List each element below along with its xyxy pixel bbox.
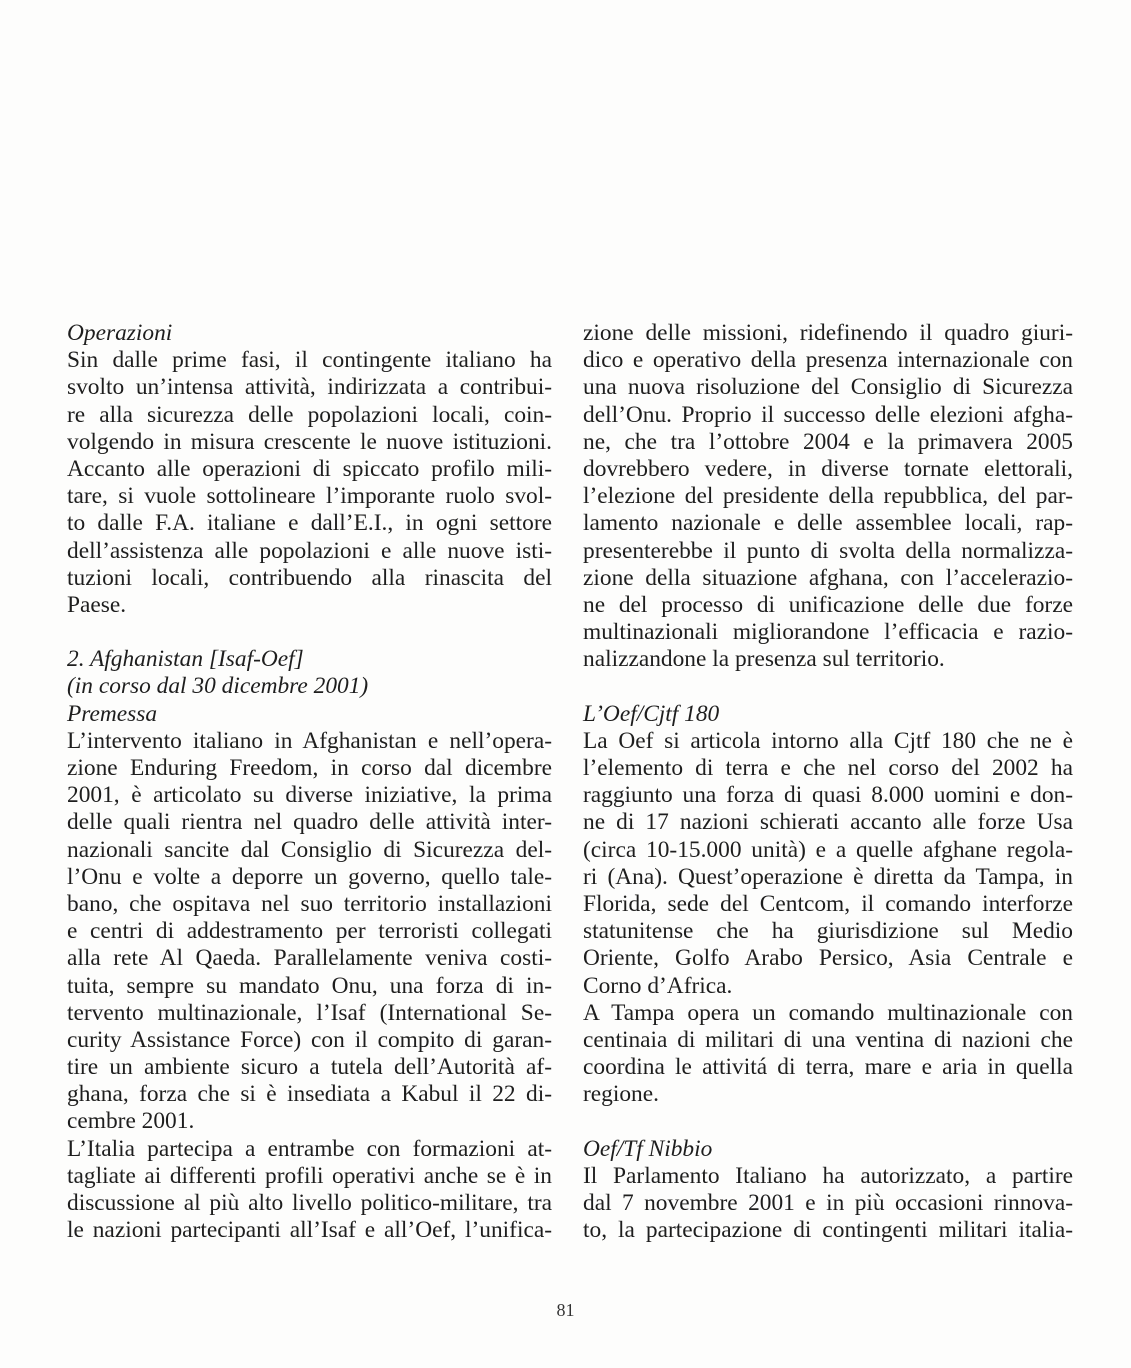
text-line: re alla sicurezza delle popolazioni locali, coin- [67,401,552,428]
text-line: Corno d’Africa. [583,972,733,999]
text-line: L’intervento italiano in Afghanistan e nell’opera- [67,727,552,754]
text-line: (circa 10-15.000 unità) e a quelle afghane regola- [583,836,1073,863]
text-line: presenterebbe il punto di svolta della normalizza- [583,537,1073,564]
text-line: Sin dalle prime fasi, il contingente italiano ha [67,347,552,374]
text-line: Accanto alle operazioni di spiccato profilo mili- [67,455,552,482]
text-line: svolto un’intensa attività, indirizzata a contribui- [67,374,552,401]
text-line: dal 7 novembre 2001 e in più occasioni rinnova- [583,1190,1073,1216]
section-heading-oef-cjtf: L’Oef/Cjtf 180 [583,700,720,727]
text-line: l’Onu e volte a deporre un governo, quello tale- [67,863,552,890]
text-line: dico e operativo della presenza internazionale con [583,347,1073,374]
text-line: le nazioni partecipanti all’Isaf e all’Oef, l’unifica- [67,1217,552,1244]
text-line: La Oef si articola intorno alla Cjtf 180 che ne è [583,727,1073,754]
text-line: tire un ambiente sicuro a tutela dell’Autorità af- [67,1054,552,1081]
paragraph-gap [583,673,1073,700]
text-line: ne di 17 nazioni schierati accanto alle forze Usa [583,809,1073,836]
right-column [583,320,1073,1244]
text-line: tuita, sempre su mandato Onu, una forza di in- [67,972,552,999]
text-line: coordina le attivitá di terra, mare e aria in quella [583,1054,1073,1081]
text-line: tare, si vuole sottolineare l’imporante ruolo svol- [67,483,552,510]
text-line: tervento multinazionale, l’Isaf (International Se- [67,999,552,1026]
text-line: dell’Onu. Proprio il successo delle elezioni afgha- [583,401,1073,428]
text-line: delle quali rientra nel quadro delle attività inter- [67,809,552,836]
text-line: bano, che ospitava nel suo territorio installazioni [67,890,552,917]
text-line: raggiunto una forza di quasi 8.000 uomini e don- [583,782,1073,809]
text-line: multinazionali migliorandone l’efficacia e razio- [583,619,1073,646]
text-line: lamento nazionale e delle assemblee locali, rap- [583,510,1073,537]
text-line: L’Italia partecipa a entrambe con formazioni at- [67,1135,552,1162]
text-line: curity Assistance Force) con il compito di garan- [67,1026,552,1053]
text-line: 2001, è articolato su diverse iniziative, la prima [67,782,552,809]
text-line: Paese. [67,591,127,618]
paragraph-gap [583,1108,1073,1135]
text-line: dell’assistenza alle popolazioni e alle nuove isti- [67,537,552,564]
subheading-premessa: Premessa [67,700,158,727]
section-heading-nibbio: Oef/Tf Nibbio [583,1135,713,1162]
text-line: dovrebbero vedere, in diverse tornate elettorali, [583,455,1073,482]
text-line: una nuova risoluzione del Consiglio di Sicurezza [583,374,1073,401]
text-line: statunitense che ha giurisdizione sul Medio [583,918,1073,945]
text-line: Oriente, Golfo Arabo Persico, Asia Centrale e [583,945,1073,972]
section-heading-dates: (in corso dal 30 dicembre 2001) [67,673,369,700]
text-line: ri (Ana). Quest’operazione è diretta da Tampa, in [583,863,1073,890]
text-line: ne del processo di unificazione delle due forze [583,591,1073,618]
text-line: regione. [583,1081,659,1108]
text-line: discussione al più alto livello politico-militare, tra [67,1190,552,1216]
text-line: l’elemento di terra e che nel corso del 2002 ha [583,755,1073,781]
text-line: Florida, sede del Centcom, il comando interforze [583,890,1073,917]
text-line: alla rete Al Qaeda. Parallelamente veniva costi- [67,945,552,972]
section-heading-afghanistan: 2. Afghanistan [Isaf-Oef] [67,646,304,673]
text-line: zione Enduring Freedom, in corso dal dicembre [67,755,552,781]
text-line: ghana, forza che si è insediata a Kabul il 22 di- [67,1081,552,1108]
text-line: nazionali sancite dal Consiglio di Sicurezza del- [67,836,552,863]
text-line: zione della situazione afghana, con l’accelerazio- [583,564,1073,591]
text-line: A Tampa opera un comando multinazionale con [583,999,1073,1026]
text-line: l’elezione del presidente della repubblica, del par- [583,483,1073,510]
text-line: to, la partecipazione di contingenti militari italia- [583,1217,1073,1244]
text-line: Il Parlamento Italiano ha autorizzato, a partire [583,1162,1073,1189]
text-line: volgendo in misura crescente le nuove istituzioni. [67,428,552,455]
text-line: ne, che tra l’ottobre 2004 e la primavera 2005 [583,428,1073,455]
text-line: e centri di addestramento per terroristi collegati [67,918,552,945]
left-column [67,320,552,1244]
text-line: zione delle missioni, ridefinendo il quadro giuri- [583,320,1073,346]
text-line: cembre 2001. [67,1108,195,1135]
page-number: 81 [556,1300,575,1320]
text-line: to dalle F.A. italiane e dall’E.I., in ogni settore [67,510,552,537]
text-line: tuzioni locali, contribuendo alla rinascita del [67,564,552,591]
section-heading-operazioni: Operazioni [67,320,173,346]
text-line: tagliate ai differenti profili operativi anche se è in [67,1162,552,1189]
text-line: nalizzandone la presenza sul territorio. [583,646,945,673]
text-line: centinaia di militari di una ventina di nazioni che [583,1026,1073,1053]
paragraph-gap [67,619,552,646]
